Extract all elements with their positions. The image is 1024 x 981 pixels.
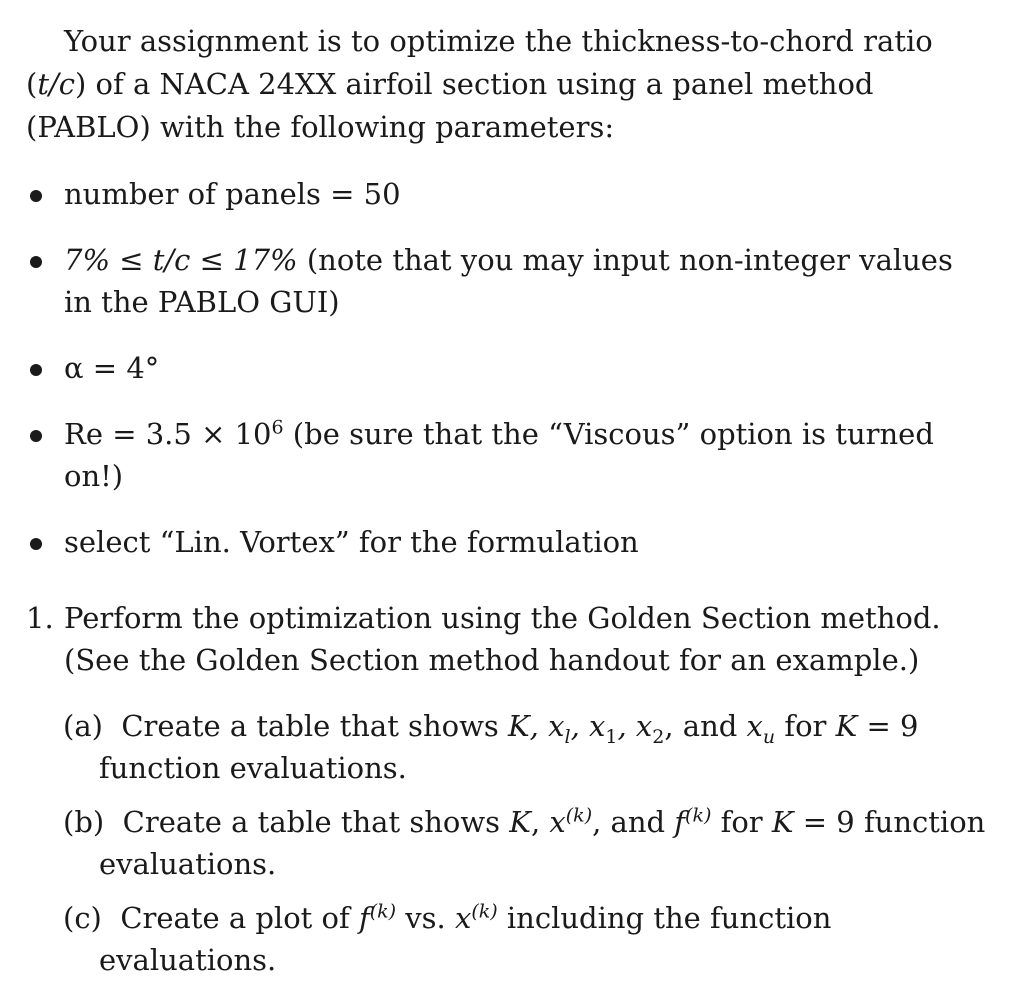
subtask-a-xu: x xyxy=(746,709,763,743)
subtask-c-label: (c) xyxy=(63,901,102,935)
bullet-reynolds xyxy=(26,413,986,497)
subtask-a-text-1: Create a table that shows xyxy=(121,709,509,743)
bullet-alpha xyxy=(26,347,986,389)
subtask-a-K: K xyxy=(835,709,858,743)
subtask-a-and: , and xyxy=(664,709,747,743)
parameter-list xyxy=(26,173,986,563)
subtask-c-text-1: Create a plot of xyxy=(120,901,359,935)
subtask-b-text-2: for xyxy=(711,805,772,839)
subtask-b-label: (b) xyxy=(63,805,105,839)
panels-text: number of panels = 50 xyxy=(64,177,401,211)
intro-paragraph xyxy=(26,20,986,149)
tc-range-math: 7% ≤ t/c ≤ 17% xyxy=(64,243,298,277)
subtask-b-comma: , xyxy=(530,805,550,839)
subtask-c-vs: vs. xyxy=(396,901,455,935)
subtask-a-vars: K, x xyxy=(508,709,565,743)
subtask-a xyxy=(26,705,986,789)
alpha-text: α = 4° xyxy=(64,351,160,385)
subtask-a-1: 1 xyxy=(605,725,618,748)
tc-range-note: (note that you may input non-integer values in the PABLO GUI) xyxy=(64,243,953,319)
task-text: Perform the optimization using the Golden Section method. (See the Golden Section method handout for an example.) xyxy=(64,601,941,677)
assignment-page xyxy=(26,20,986,981)
bullet-dot-icon xyxy=(30,190,42,202)
task-number: 1. xyxy=(26,601,54,635)
re-exponent: 6 xyxy=(271,416,284,439)
subtask-b-x: x xyxy=(549,805,566,839)
subtask-b-K: K xyxy=(509,805,531,839)
subtask-c-f: f xyxy=(358,901,370,935)
task-1 xyxy=(26,597,986,681)
subtask-c-k1: (k) xyxy=(369,900,397,923)
subtask-b-K2: K xyxy=(771,805,794,839)
subtask-b xyxy=(26,801,986,885)
subtask-b-f: f xyxy=(674,805,686,839)
subtask-b-text-1: Create a table that shows xyxy=(122,805,510,839)
subtask-b-k2: (k) xyxy=(685,804,712,827)
bullet-dot-icon xyxy=(30,430,42,442)
bullet-formulation xyxy=(26,521,986,563)
intro-text-1: Your assignment is to optimize the thickness-to-chord ratio ( xyxy=(26,24,933,101)
bullet-tc-range xyxy=(26,239,986,323)
bullet-dot-icon xyxy=(30,364,42,376)
formulation-text: select “Lin. Vortex” for the formulation xyxy=(64,525,639,559)
subtask-a-2: 2 xyxy=(652,725,665,748)
bullet-dot-icon xyxy=(30,538,42,550)
subtask-c-x: x xyxy=(454,901,472,935)
bullet-dot-icon xyxy=(30,256,42,268)
subtask-a-text-3: = 9 function evaluations. xyxy=(99,709,919,785)
bullet-panels xyxy=(26,173,986,215)
subtask-a-text-2: for xyxy=(775,709,836,743)
subtask-c xyxy=(26,897,986,981)
subtask-b-and: , and xyxy=(592,805,675,839)
re-prefix: Re = 3.5 × 10 xyxy=(64,417,272,451)
subtask-a-x2: , x xyxy=(617,709,653,743)
subtask-a-label: (a) xyxy=(63,709,103,743)
subtask-c-k2: (k) xyxy=(471,900,498,923)
subtask-a-l: l xyxy=(564,725,571,748)
subtask-b-k1: (k) xyxy=(565,804,593,827)
intro-tc-math: t/c xyxy=(37,67,75,101)
subtask-b-text-3: = 9 function evaluations. xyxy=(99,805,986,881)
subtask-c-text-2: including the function evaluations. xyxy=(99,901,832,977)
intro-text-2: ) of a NACA 24XX airfoil section using a panel method (PABLO) with the following parameters: xyxy=(26,67,874,144)
subtask-a-u: u xyxy=(762,725,776,748)
subtask-a-x1: , x xyxy=(570,709,606,743)
re-note: (be sure that the “Viscous” option is turned on!) xyxy=(64,417,934,493)
